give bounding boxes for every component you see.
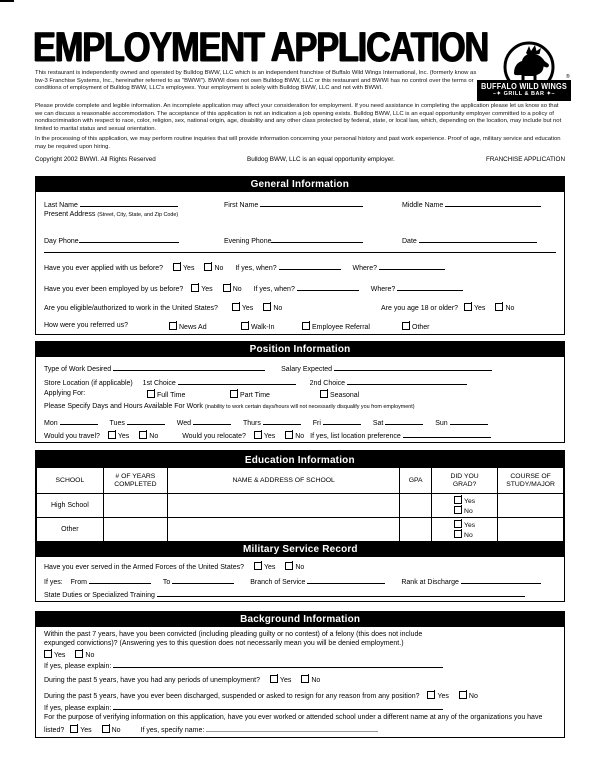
other-school-row <box>36 518 564 543</box>
second-choice-label: 2nd Choice <box>309 380 346 387</box>
yes-label: Yes <box>241 305 254 312</box>
sat-field[interactable] <box>385 416 423 425</box>
to-label: To <box>162 579 171 586</box>
unemployment-question: During the past 5 years, have you had any periods of unemployment? <box>44 677 260 684</box>
date-field[interactable] <box>419 234 537 243</box>
applied-when-field[interactable] <box>279 261 341 270</box>
discharged-no-checkbox[interactable] <box>459 691 467 699</box>
applied-no-checkbox[interactable] <box>204 263 212 271</box>
high-school-label: High School <box>36 494 103 518</box>
employee-referral-label: Employee Referral <box>312 324 370 331</box>
logo-banner <box>477 80 571 101</box>
present-address-hint: (Street, City, State, and Zip Code) <box>97 212 179 218</box>
high-school-name-address-cell[interactable] <box>167 494 399 518</box>
copyright-text: Copyright 2002 BWWI. All Rights Reserved <box>35 156 156 163</box>
discharged-explain-field[interactable] <box>113 701 443 710</box>
felony-explain-label: If yes, please explain: <box>44 663 112 670</box>
employed-where-label: Where? <box>370 286 396 293</box>
course-of-study-column-header: COURSE OF STUDY/MAJOR <box>498 468 564 494</box>
yes-label: Yes <box>474 305 486 312</box>
middle-name-field[interactable] <box>445 198 541 207</box>
no-label: No <box>214 265 224 272</box>
other-label: Other <box>412 324 430 331</box>
day-phone-label: Day Phone <box>44 238 79 245</box>
sat-label: Sat <box>372 420 384 427</box>
tues-label: Tues <box>109 420 125 427</box>
no-label: No <box>85 652 95 659</box>
discharged-yes-checkbox[interactable] <box>427 691 435 699</box>
franchise-application-text: FRANCHISE APPLICATION <box>486 156 565 163</box>
yes-label: Yes <box>279 677 292 684</box>
applied-yes-checkbox[interactable] <box>173 263 181 271</box>
date-label: Date <box>402 238 417 245</box>
rank-label: Rank at Discharge <box>401 579 459 586</box>
age-yes-checkbox[interactable] <box>464 303 472 311</box>
discharged-question: During the past 5 years, have you ever been discharged, suspended or asked to resign for any reason from any position? <box>44 693 420 700</box>
walk-in-label: Walk-In <box>251 324 275 331</box>
other-grad-yes-checkbox[interactable] <box>454 520 462 528</box>
relocate-question: Would you relocate? <box>182 433 246 440</box>
high-school-course-cell[interactable] <box>498 494 564 518</box>
eligible-question: Are you eligible/authorized to work in the United States? <box>44 305 218 312</box>
verify-yes-checkbox[interactable] <box>70 725 78 733</box>
yes-label: Yes <box>183 265 195 272</box>
applied-when-label: If yes, when? <box>235 265 277 272</box>
if-yes-label: If yes: <box>44 579 63 586</box>
registered-trademark: ® <box>566 74 570 80</box>
mon-field[interactable] <box>60 416 98 425</box>
yes-label: Yes <box>263 564 276 571</box>
sun-label: Sun <box>435 420 448 427</box>
first-choice-field[interactable] <box>178 376 296 385</box>
logo-brand-text: BUFFALO WILD WINGS <box>481 82 567 91</box>
did-you-grad-column-header: DID YOU GRAD? <box>431 468 497 494</box>
yes-label: Yes <box>117 433 130 440</box>
last-name-field[interactable] <box>80 198 178 207</box>
part-time-label: Part Time <box>240 392 270 399</box>
intro-paragraph-1: This restaurant is independently owned and operated by Bulldog BWW, LLC which is an independent franchise of Buffalo Wild Wings International, Inc. (formerly know as bw-3 Franchise Systems, Inc., hereinafter referred to as "BWWI"). BWWI does not own Bulldog BWW, LLC or this restaurant and BWWI has no control over the terms or conditions of employment of Bulldog BWW, LLC's employees. Your employment is solely with Bulldog BWW, LLC and not with BWWI. <box>35 70 477 92</box>
applying-for-label: Applying For: <box>44 390 86 397</box>
eligible-yes-checkbox[interactable] <box>232 303 240 311</box>
wing-decoration-right: ✦– <box>546 91 556 97</box>
footer-row <box>35 156 565 163</box>
felony-question-line2: expunged convictions)? (Answering yes to this question does not necessarily mean you will be denied employment.) <box>44 640 404 647</box>
no-label: No <box>311 677 321 684</box>
specify-days-hint: (inability to work certain days/hours will not necessarily disqualify you from employment) <box>204 404 415 410</box>
no-label: No <box>111 727 121 734</box>
employed-where-field[interactable] <box>397 282 463 291</box>
referral-employee-checkbox[interactable] <box>302 322 310 330</box>
no-label: No <box>232 286 242 293</box>
thurs-label: Thurs <box>242 420 261 427</box>
tues-field[interactable] <box>127 416 165 425</box>
wed-field[interactable] <box>193 416 231 425</box>
employed-when-label: If yes, when? <box>253 286 295 293</box>
verify-no-checkbox[interactable] <box>102 725 110 733</box>
from-label: From <box>70 579 87 586</box>
referral-news-ad-checkbox[interactable] <box>169 322 177 330</box>
salary-expected-field[interactable] <box>334 362 492 371</box>
served-yes-checkbox[interactable] <box>254 562 262 570</box>
rank-field[interactable] <box>461 575 541 584</box>
verify-question-line1: For the purpose of verifying information on this application, have you ever worked or attended school under a different name at any of the organizations you have <box>44 714 543 721</box>
store-location-label: Store Location (if applicable) <box>44 380 133 387</box>
employed-before-question: Have you ever been employed by us before? <box>44 286 184 293</box>
hs-grad-no-checkbox[interactable] <box>454 506 462 514</box>
felony-question-line1: Within the past 7 years, have you been convicted (including pleading guilty or no contest) of a felony (this does not include <box>44 631 423 638</box>
second-choice-field[interactable] <box>347 376 467 385</box>
yes-label: Yes <box>201 286 213 293</box>
employed-yes-checkbox[interactable] <box>191 284 199 292</box>
other-grad-no-checkbox[interactable] <box>454 530 462 538</box>
no-label: No <box>149 433 159 440</box>
yes-label: Yes <box>437 693 449 700</box>
felony-yes-checkbox[interactable] <box>44 650 52 658</box>
divider-line <box>44 252 556 253</box>
education-column-headers <box>36 468 564 494</box>
yes-label: Yes <box>54 652 66 659</box>
hs-grad-yes-checkbox[interactable] <box>454 496 462 504</box>
fri-label: Fri <box>312 420 321 427</box>
first-name-field[interactable] <box>260 198 363 207</box>
location-preference-label: If yes, list location preference <box>310 433 401 440</box>
other-course-cell[interactable] <box>498 518 564 543</box>
education-information-header: Education Information <box>36 451 564 468</box>
full-time-checkbox[interactable] <box>147 390 155 398</box>
location-preference-field[interactable] <box>403 429 491 438</box>
day-phone-field[interactable] <box>79 234 179 243</box>
age-no-checkbox[interactable] <box>495 303 503 311</box>
news-ad-label: News Ad <box>179 324 207 331</box>
wing-decoration-left: –✦ <box>492 91 502 97</box>
high-school-gpa-cell[interactable] <box>400 494 432 518</box>
middle-name-label: Middle Name <box>402 202 444 209</box>
relocate-yes-checkbox[interactable] <box>254 431 262 439</box>
eligible-no-checkbox[interactable] <box>263 303 271 311</box>
duties-label: State Duties or Specialized Training <box>44 592 155 599</box>
applied-before-question: Have you ever applied with us before? <box>44 265 164 272</box>
discharged-explain-label: If yes, please explain: <box>44 705 112 712</box>
travel-question: Would you travel? <box>44 433 100 440</box>
scan-artifact-line <box>0 0 14 2</box>
sun-field[interactable] <box>450 416 488 425</box>
referral-other-checkbox[interactable] <box>402 322 410 330</box>
salary-expected-label: Salary Expected <box>281 366 333 373</box>
high-school-grad-cell: Yes No <box>431 494 497 518</box>
other-school-label: Other <box>36 518 103 543</box>
referral-walk-in-checkbox[interactable] <box>241 322 249 330</box>
part-time-checkbox[interactable] <box>230 390 238 398</box>
wed-label: Wed <box>176 420 192 427</box>
evening-phone-field[interactable] <box>271 234 363 243</box>
relocate-no-checkbox[interactable] <box>285 431 293 439</box>
thurs-field[interactable] <box>263 416 301 425</box>
referred-question: How were you referred us? <box>44 322 129 329</box>
other-name-address-cell[interactable] <box>167 518 399 543</box>
no-label: No <box>468 693 478 700</box>
no-label: No <box>505 305 515 312</box>
years-completed-column-header: # OF YEARS COMPLETED <box>103 468 167 494</box>
specify-name-label: If yes, specify name: <box>140 727 205 734</box>
mon-label: Mon <box>44 420 58 427</box>
type-of-work-label: Type of Work Desired <box>44 366 112 373</box>
intro-paragraph-3: In the processing of this application, we may perform routine inquiries that will provide information concerning your personal history and past work experience. Proof of age, military service and education may be required upon hiring. <box>35 136 561 150</box>
high-school-years-cell[interactable] <box>103 494 167 518</box>
type-of-work-field[interactable] <box>113 362 265 371</box>
first-choice-label: 1st Choice <box>142 380 176 387</box>
specify-days-label: Please Specify Days and Hours Available For Work <box>44 403 203 410</box>
age-question: Are you age 18 or older? <box>381 305 459 312</box>
position-information-section <box>35 357 565 443</box>
travel-yes-checkbox[interactable] <box>108 431 116 439</box>
applied-where-field[interactable] <box>379 261 445 270</box>
full-time-label: Full Time <box>157 392 186 399</box>
school-name-address-column-header: NAME & ADDRESS OF SCHOOL <box>167 468 399 494</box>
position-information-header: Position Information <box>35 341 565 357</box>
branch-field[interactable] <box>307 575 385 584</box>
seasonal-label: Seasonal <box>330 392 360 399</box>
military-service-section <box>35 557 565 602</box>
branch-label: Branch of Service <box>250 579 306 586</box>
no-label: No <box>295 564 305 571</box>
employed-when-field[interactable] <box>297 282 359 291</box>
unemployment-yes-checkbox[interactable] <box>270 675 278 683</box>
armed-forces-question: Have you ever served in the Armed Forces of the United States? <box>44 564 244 571</box>
employed-no-checkbox[interactable] <box>223 284 231 292</box>
verify-question-line2: listed? <box>44 727 65 734</box>
general-information-section <box>35 192 565 335</box>
first-name-label: First Name <box>224 202 259 209</box>
specify-name-field[interactable] <box>206 723 378 732</box>
gpa-column-header: GPA <box>400 468 432 494</box>
yes-label: Yes <box>80 727 92 734</box>
general-information-header: General Information <box>35 176 565 192</box>
other-grad-cell: Yes No <box>431 518 497 543</box>
present-address-label: Present Address <box>44 211 96 218</box>
yes-label: Yes <box>263 433 276 440</box>
applied-where-label: Where? <box>352 265 378 272</box>
military-service-header: Military Service Record <box>35 541 565 557</box>
logo-tagline: –✦ GRILL & BAR ✦– <box>492 91 556 97</box>
felony-no-checkbox[interactable] <box>75 650 83 658</box>
education-information-table <box>35 450 565 543</box>
felony-explain-field[interactable] <box>113 659 443 668</box>
unemployment-no-checkbox[interactable] <box>301 675 309 683</box>
travel-no-checkbox[interactable] <box>139 431 147 439</box>
last-name-label: Last Name <box>44 202 78 209</box>
service-to-field[interactable] <box>172 575 234 584</box>
buffalo-wild-wings-logo <box>477 36 573 102</box>
duties-field[interactable] <box>157 588 525 597</box>
served-no-checkbox[interactable] <box>285 562 293 570</box>
background-information-header: Background Information <box>35 611 565 627</box>
school-column-header: SCHOOL <box>36 468 103 494</box>
no-label: No <box>295 433 305 440</box>
background-information-section <box>35 627 565 738</box>
service-from-field[interactable] <box>89 575 151 584</box>
high-school-row <box>36 494 564 518</box>
no-label: No <box>273 305 283 312</box>
other-gpa-cell[interactable] <box>400 518 432 543</box>
evening-phone-label: Evening Phone <box>224 238 272 245</box>
page-title: EMPLOYMENT APPLICATION <box>33 23 489 70</box>
fri-field[interactable] <box>323 416 361 425</box>
seasonal-checkbox[interactable] <box>320 390 328 398</box>
equal-opportunity-text: Bulldog BWW, LLC is an equal opportunity employer. <box>247 156 395 163</box>
other-years-cell[interactable] <box>103 518 167 543</box>
intro-paragraph-2: Please provide complete and legible information. An incomplete application may affect your consideration for employment. If you need assistance in completing the application please let us know so that we can discuss a reasonable accommodation. The acceptance of this application is not an indication a job opening exists. Bulldog BWW, LLC is an equal opportunity employer committed to a policy of nondiscrimination with respect to race, color, religion, sex, national origin, age, disability and any other class protected by federal, state, or local law, which, depending on the location, may include but not limited to marital status and sexual orientation. <box>35 103 562 133</box>
